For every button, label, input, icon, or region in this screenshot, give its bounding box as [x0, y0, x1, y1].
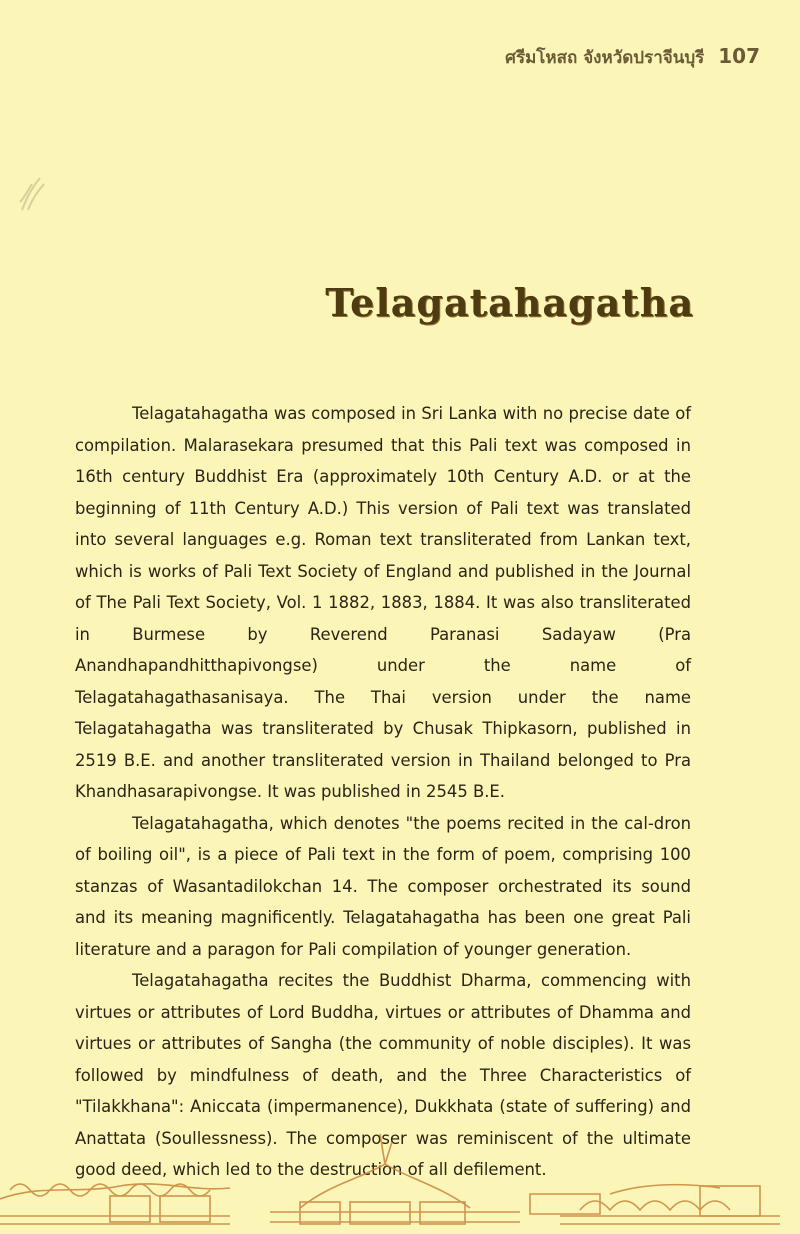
paragraph: Telagatahagatha recites the Buddhist Dharma, commencing with virtues or attributes of Lord Buddha, virtues or attributes of Dhamma and virtues or attributes of Sangha (the community of noble disciples). It was followed by mindfulness of death, and the Three Characteristics of "Tilakkhana": Aniccata (impermanence), Dukkhata (state of suffering) and Anattata (Soullessness). The composer was reminiscent of the ultimate good deed, which led to the destruction of all defilement.	[75, 971, 691, 1179]
paragraph: Telagatahagatha, which denotes "the poems recited in the cal-dron of boiling oil", is a piece of Pali text in the form of poem, comprising 100 stanzas of Wasantadilokchan 14. The composer orchestrated its sound and its meaning magnificently. Telagatahagatha has been one great Pali literature and a paragon for Pali compilation of younger generation.	[75, 813, 691, 959]
running-head: ศรีมโหสถ จังหวัดปราจีนบุรี	[505, 48, 705, 68]
page-number: 107	[718, 44, 760, 68]
paragraph: Telagatahagatha was composed in Sri Lanka with no precise date of compilation. Malarasekara presumed that this Pali text was composed in 16th century Buddhist Era (approximately 10th Century A.D. or at the beginning of 11th Century A.D.) This version of Pali text was translated into several languages e.g. Roman text transliterated from Lankan text, which is works of Pali Text Society of England and published in the Journal of The Pali Text Society, Vol. 1 1882, 1883, 1884. It was also transliterated in Burmese by Reverend Paranasi Sadayaw (Pra Anandhapandhitthapivongse) under the name of Telagatahagathasanisaya. The Thai version under the name Telagatahagatha was transliterated by Chusak Thipkasorn, published in 2519 B.E. and another transliterated version in Thailand belonged to Pra Khandhasarapivongse. It was published in 2545 B.E.	[75, 404, 691, 801]
decorative-border-icon	[0, 1124, 800, 1234]
page-header	[505, 44, 760, 71]
corner-ornament-icon	[18, 172, 48, 212]
body-text	[75, 398, 691, 1186]
page-title: Telagatahagatha	[325, 280, 694, 325]
